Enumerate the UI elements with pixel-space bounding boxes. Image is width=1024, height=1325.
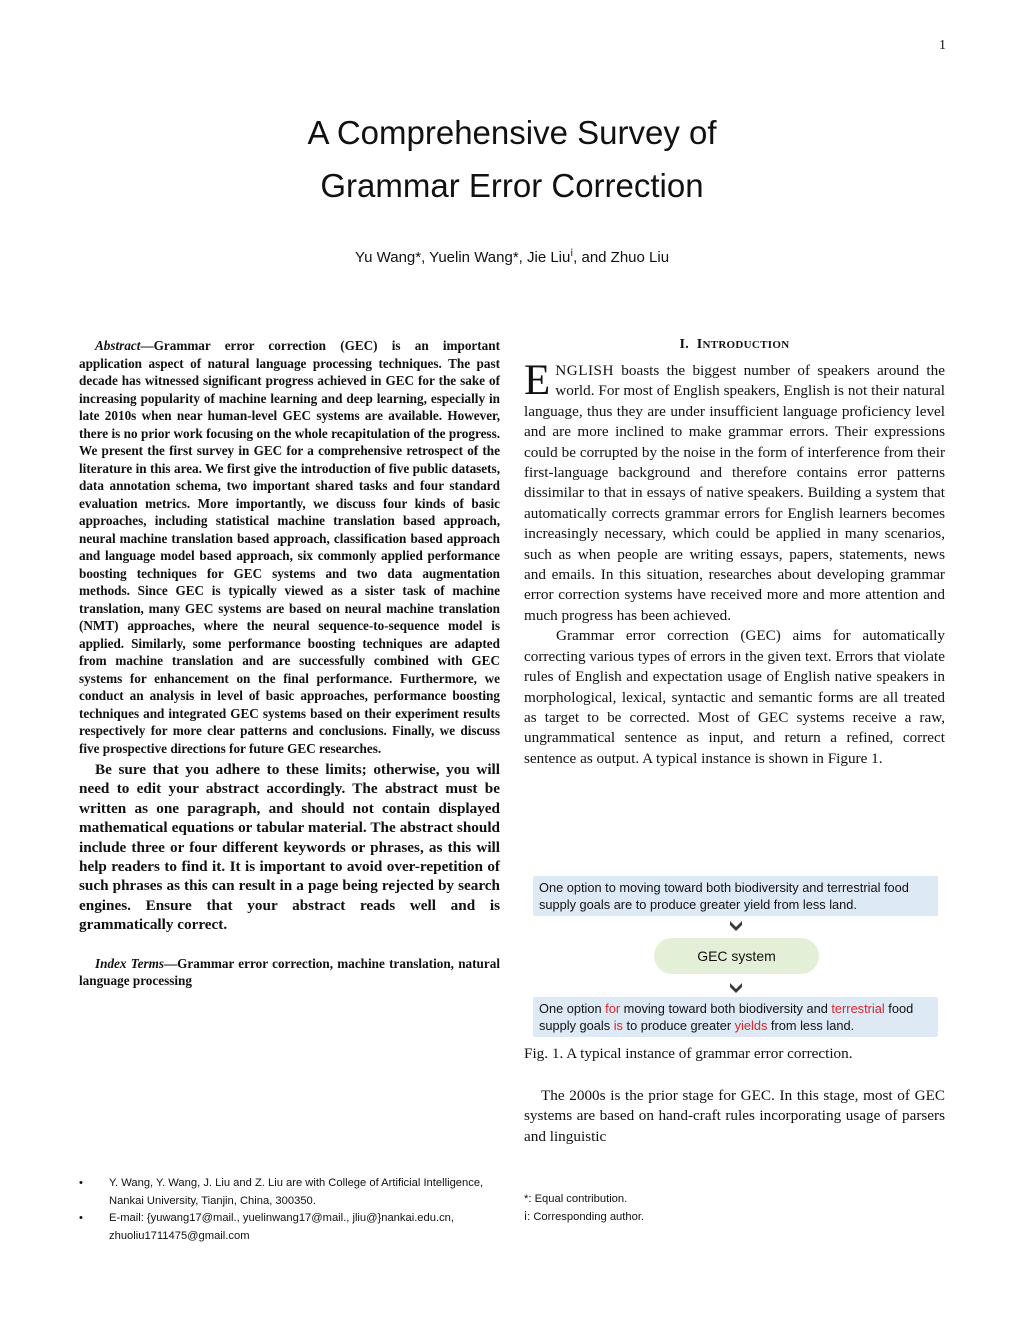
index-terms-text: Grammar error correction, machine translation, natural language processing bbox=[79, 955, 500, 989]
title-line-1: A Comprehensive Survey of bbox=[307, 114, 717, 151]
footnote-text: Y. Wang, Y. Wang, J. Liu and Z. Liu are with College of Artificial Intelligence, Nankai University, Tianjin, China, 300350. bbox=[109, 1177, 484, 1207]
title-line-2: Grammar Error Correction bbox=[320, 167, 704, 204]
sentence-segment: from less land. bbox=[767, 1018, 855, 1033]
left-column bbox=[79, 337, 500, 990]
sentence-segment: to produce greater bbox=[622, 1018, 735, 1033]
page-number: 1 bbox=[939, 38, 946, 53]
corrected-word: terrestrial bbox=[831, 1001, 885, 1016]
abstract-text: Grammar error correction (GEC) is an important application aspect of natural language processing techniques. The past decade has witnessed significant progress achieved in GEC for the sake of increasing popularity of machine learning and deep learning, especially in late 2010s when near human-level GEC systems are available. However, there is no prior work focusing on the whole recapitulation of the progress. We present the first survey in GEC for a comprehensive retrospect of the literature in this area. We first give the introduction of five public datasets, data annotation schema, two important shared tasks and four standard evaluation metrics. More importantly, we discuss four kinds of basic approaches, including statistical machine translation based approach, neural machine translation based approach, classification based approach and language model based approach, six commonly applied performance boosting techniques for GEC systems and two data augmentation methods. Since GEC is typically viewed as a sister task of machine translation, many GEC systems are based on neural machine translation (NMT) approaches, where the neural sequence-to-sequence model is applied. Similarly, some performance boosting techniques are adapted from machine translation and are successfully combined with GEC systems for enhancement on the final performance. Furthermore, we conduct an analysis in level of basic approaches, performance boosting techniques and integrated GEC systems based on their experiment results respectively for more clear patterns and conclusions. Finally, we discuss five prospective directions for future GEC researches. bbox=[79, 338, 500, 756]
down-arrow-icon bbox=[729, 920, 743, 932]
footnote-text: E-mail: {yuwang17@mail., yuelinwang17@mail., jliu@}nankai.edu.cn, zhuoliu1711475@gmail.com bbox=[109, 1212, 455, 1242]
authors-text-tail: , and Zhuo Liu bbox=[573, 249, 670, 266]
intro-paragraph-1 bbox=[524, 357, 945, 626]
paper-title bbox=[0, 106, 1024, 212]
sentence-segment: food supply goals bbox=[539, 1001, 914, 1033]
intro-paragraph-2: Grammar error correction (GEC) aims for automatically correcting various types of errors in the given text. Errors that violate rules of English and expectation usage of English native speakers in morphological, lexical, syntactic and semantic forms are all treated as target to be corrected. Most of GEC systems receive a raw, ungrammatical sentence as input, and return a refined, correct sentence as output. A typical instance is shown in Figure 1. bbox=[524, 627, 945, 767]
corresponding-mark: ⅰ bbox=[570, 248, 574, 259]
sentence-segment: One option bbox=[539, 1001, 606, 1016]
bullet-icon: • bbox=[79, 1177, 83, 1189]
corresponding-author-note: ⅰ: Corresponding author. bbox=[524, 1211, 645, 1223]
abstract-guidelines: Be sure that you adhere to these limits; otherwise, you will need to edit your abstract accordingly. The abstract must be written as one paragraph, and should not contain displayed mathematical equations or tabular material. The abstract should include three or four different keywords or phrases, as this will help readers to find it. It is important to avoid over-repetition of such phrases as this can result in a page being rejected by search engines. Ensure that your abstract reads well and is grammatically correct. bbox=[79, 761, 500, 934]
corrected-word: yields bbox=[734, 1018, 768, 1033]
contribution-footnotes bbox=[524, 1190, 644, 1226]
index-terms bbox=[79, 955, 500, 990]
down-arrow-icon bbox=[729, 982, 743, 994]
equal-contribution-note: *: Equal contribution. bbox=[524, 1193, 628, 1205]
drop-cap: E bbox=[524, 357, 551, 404]
footnote-item bbox=[79, 1210, 499, 1245]
section-numeral: I. bbox=[679, 337, 690, 352]
section-heading-first: I bbox=[696, 337, 703, 352]
section-heading-rest: NTRODUCTION bbox=[702, 339, 790, 351]
authors-text: Yu Wang*, Yuelin Wang*, Jie Liu bbox=[354, 249, 571, 266]
output-sentence-box bbox=[533, 997, 938, 1037]
corrected-word: for bbox=[605, 1001, 621, 1016]
index-terms-dash: — bbox=[163, 955, 178, 971]
figure-1-caption: Fig. 1. A typical instance of grammar error correction. bbox=[524, 1045, 853, 1062]
first-word: NGLISH bbox=[555, 362, 614, 379]
abstract-dash: — bbox=[140, 338, 154, 353]
section-heading-introduction bbox=[524, 337, 945, 353]
footnote-item bbox=[79, 1175, 499, 1210]
intro-paragraph-3: The 2000s is the prior stage for GEC. In this stage, most of GEC systems are based on hand-craft rules incorporating usage of parsers and linguistic bbox=[524, 1087, 945, 1145]
figure-1 bbox=[533, 876, 938, 1036]
intro-paragraph-1-text: boasts the biggest number of speakers around the world. For most of English speakers, English is not their natural language, thus they are under insufficient language proficiency level and are more inclined to make grammar errors. Their expressions could be corrupted by the noise in the form of interference from their first-language background and therefore contains error patterns dissimilar to that in essays of native speakers. Building a system that automatically corrects grammar errors for English learners becomes increasingly necessary, which could be applied in many scenarios, such as when people are writing essays, papers, statements, news and emails. In this situation, researches about developing grammar error correction systems have received more and more attention and much progress has been achieved. bbox=[524, 362, 945, 624]
right-column bbox=[524, 337, 945, 769]
corrected-word: is bbox=[613, 1018, 623, 1033]
bullet-icon: • bbox=[79, 1212, 83, 1224]
affiliation-footnotes bbox=[79, 1175, 499, 1245]
input-sentence-box: One option to moving toward both biodiversity and terrestrial food supply goals are to produce greater yield from less land. bbox=[533, 876, 938, 916]
author-list bbox=[0, 248, 1024, 266]
sentence-segment: moving toward both biodiversity and bbox=[620, 1001, 832, 1016]
intro-paragraph-3-container bbox=[524, 1086, 945, 1147]
abstract bbox=[79, 337, 500, 757]
gec-system-node: GEC system bbox=[654, 938, 819, 974]
abstract-label: Abstract bbox=[95, 338, 141, 353]
index-terms-label: Index Terms bbox=[95, 955, 164, 971]
